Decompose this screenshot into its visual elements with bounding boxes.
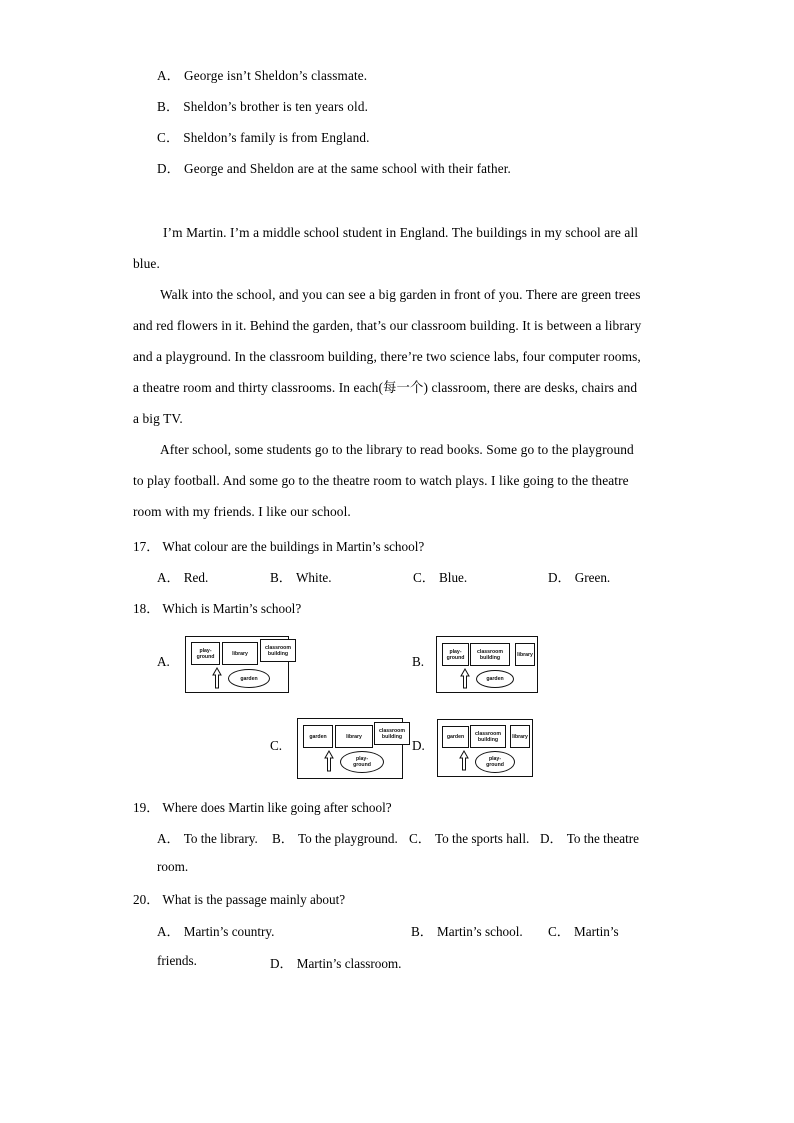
diagram-option-b-label: B. bbox=[412, 654, 425, 669]
option-label: D． bbox=[540, 831, 563, 846]
question-20-option-d[interactable] bbox=[270, 953, 401, 972]
passage-line: a theatre room and thirty classrooms. In each(每一个) classroom, there are desks, chairs and bbox=[133, 380, 638, 395]
option-text: George and Sheldon are at the same school with their father. bbox=[184, 161, 512, 176]
option-text: George isn’t Sheldon’s classmate. bbox=[184, 68, 368, 83]
question-17-option-a[interactable] bbox=[157, 567, 208, 586]
question-20-option-c[interactable] bbox=[548, 921, 619, 940]
question-text: What colour are the buildings in Martin’s school? bbox=[162, 539, 425, 554]
passage-line: After school, some students go to the library to read books. Some go to the playground bbox=[160, 442, 634, 457]
up-arrow-icon bbox=[324, 750, 334, 772]
diagram-b-box-library: library bbox=[515, 643, 535, 666]
option-line bbox=[157, 161, 511, 177]
passage-line: Walk into the school, and you can see a big garden in front of you. There are green trees bbox=[160, 287, 641, 302]
diagram-a-oval-garden: garden bbox=[228, 669, 270, 688]
passage-line: to play football. And some go to the theatre room to watch plays. I like going to the theatre bbox=[133, 473, 629, 488]
diagram-b-inner bbox=[437, 637, 537, 692]
option-text: To the playground. bbox=[297, 831, 398, 846]
question-20-option-a[interactable] bbox=[157, 921, 274, 940]
question-19-option-b[interactable] bbox=[272, 828, 398, 847]
option-text: Martin’s bbox=[573, 924, 619, 939]
option-label: B． bbox=[411, 924, 433, 939]
question-number: 20． bbox=[133, 892, 160, 907]
passage-line: and a playground. In the classroom building, there’re two science labs, four computer rooms, bbox=[133, 349, 641, 364]
option-text: Sheldon’s brother is ten years old. bbox=[183, 99, 369, 114]
option-label: B． bbox=[157, 99, 180, 114]
passage-line: blue. bbox=[133, 256, 160, 271]
question-text: Which is Martin’s school? bbox=[162, 601, 302, 616]
question-20-stem bbox=[133, 889, 345, 908]
option-text: Red. bbox=[183, 570, 209, 585]
option-label: A． bbox=[157, 68, 181, 83]
up-arrow-icon bbox=[459, 750, 469, 771]
option-text: To the library. bbox=[183, 831, 258, 846]
option-text: White. bbox=[295, 570, 332, 585]
question-17-option-c[interactable] bbox=[413, 567, 467, 586]
option-line bbox=[157, 130, 370, 146]
passage-line: a big TV. bbox=[133, 411, 183, 426]
question-19-option-overflow: room. bbox=[157, 859, 189, 874]
passage-line: and red flowers in it. Behind the garden, that’s our classroom building. It is between a library bbox=[133, 318, 642, 333]
up-arrow-icon bbox=[460, 668, 470, 689]
diagram-d-box-garden: garden bbox=[442, 726, 469, 748]
option-line bbox=[157, 99, 368, 115]
option-label: D． bbox=[548, 570, 571, 585]
diagram-option-a[interactable] bbox=[185, 636, 289, 693]
question-number: 19． bbox=[133, 800, 160, 815]
diagram-b-box-playground: play- ground bbox=[442, 643, 469, 666]
diagram-a-box-library: library bbox=[222, 642, 258, 665]
diagram-b-oval-garden: garden bbox=[476, 670, 514, 688]
question-text: What is the passage mainly about? bbox=[162, 892, 346, 907]
diagram-option-c[interactable] bbox=[297, 718, 403, 779]
diagram-c-oval-playground: play- ground bbox=[340, 751, 384, 773]
option-label: A． bbox=[157, 570, 180, 585]
option-text: Martin’s country. bbox=[183, 924, 275, 939]
option-text: Sheldon’s family is from England. bbox=[183, 130, 370, 145]
option-text: To the sports hall. bbox=[434, 831, 530, 846]
option-label: D． bbox=[270, 956, 293, 971]
question-19-option-d[interactable] bbox=[540, 828, 639, 847]
diagram-option-d-label: D. bbox=[412, 738, 425, 753]
question-20-option-b[interactable] bbox=[411, 921, 523, 940]
option-text: Martin’s school. bbox=[436, 924, 523, 939]
diagram-c-inner bbox=[298, 719, 405, 778]
option-text: Martin’s classroom. bbox=[296, 956, 402, 971]
diagram-a-box-playground: play- ground bbox=[191, 642, 220, 665]
option-label: B． bbox=[270, 570, 292, 585]
option-label: D． bbox=[157, 161, 181, 176]
diagram-option-c-label: C. bbox=[270, 738, 283, 753]
option-label: C． bbox=[413, 570, 435, 585]
diagram-b-box-classroom-building: classroom building bbox=[470, 643, 510, 666]
diagram-d-box-library: library bbox=[510, 725, 530, 748]
question-19-option-a[interactable] bbox=[157, 828, 258, 847]
option-line bbox=[157, 68, 367, 84]
option-text: To the theatre bbox=[566, 831, 640, 846]
passage-line: room with my friends. I like our school. bbox=[133, 504, 351, 519]
diagram-a-box-classroom-building: classroom building bbox=[260, 639, 296, 662]
diagram-a-inner bbox=[186, 637, 291, 692]
diagram-c-box-library: library bbox=[335, 725, 373, 748]
option-text: Green. bbox=[574, 570, 611, 585]
question-17-stem bbox=[133, 536, 424, 555]
diagram-c-box-classroom-building: classroom building bbox=[374, 722, 410, 745]
question-number: 17． bbox=[133, 539, 160, 554]
option-label: C． bbox=[157, 130, 180, 145]
option-label: A． bbox=[157, 831, 180, 846]
option-text: Blue. bbox=[438, 570, 468, 585]
option-label: C． bbox=[548, 924, 570, 939]
diagram-d-box-classroom-building: classroom building bbox=[470, 725, 506, 748]
diagram-option-b[interactable] bbox=[436, 636, 538, 693]
option-label: B． bbox=[272, 831, 294, 846]
question-17-option-d[interactable] bbox=[548, 567, 610, 586]
diagram-option-a-label: A. bbox=[157, 654, 170, 669]
passage-line: I’m Martin. I’m a middle school student in England. The buildings in my school are all bbox=[163, 225, 639, 240]
question-20-option-overflow: friends. bbox=[157, 953, 197, 968]
question-number: 18． bbox=[133, 601, 160, 616]
diagram-option-d[interactable] bbox=[437, 719, 533, 777]
option-label: A． bbox=[157, 924, 180, 939]
diagram-d-oval-playground: play- ground bbox=[475, 751, 515, 773]
diagram-c-box-garden: garden bbox=[303, 725, 333, 748]
up-arrow-icon bbox=[212, 667, 222, 689]
question-17-option-b[interactable] bbox=[270, 567, 332, 586]
question-19-stem bbox=[133, 797, 392, 816]
option-label: C． bbox=[409, 831, 431, 846]
question-text: Where does Martin like going after school? bbox=[162, 800, 392, 815]
question-19-option-c[interactable] bbox=[409, 828, 529, 847]
diagram-d-inner bbox=[438, 720, 532, 776]
question-18-stem bbox=[133, 598, 301, 617]
